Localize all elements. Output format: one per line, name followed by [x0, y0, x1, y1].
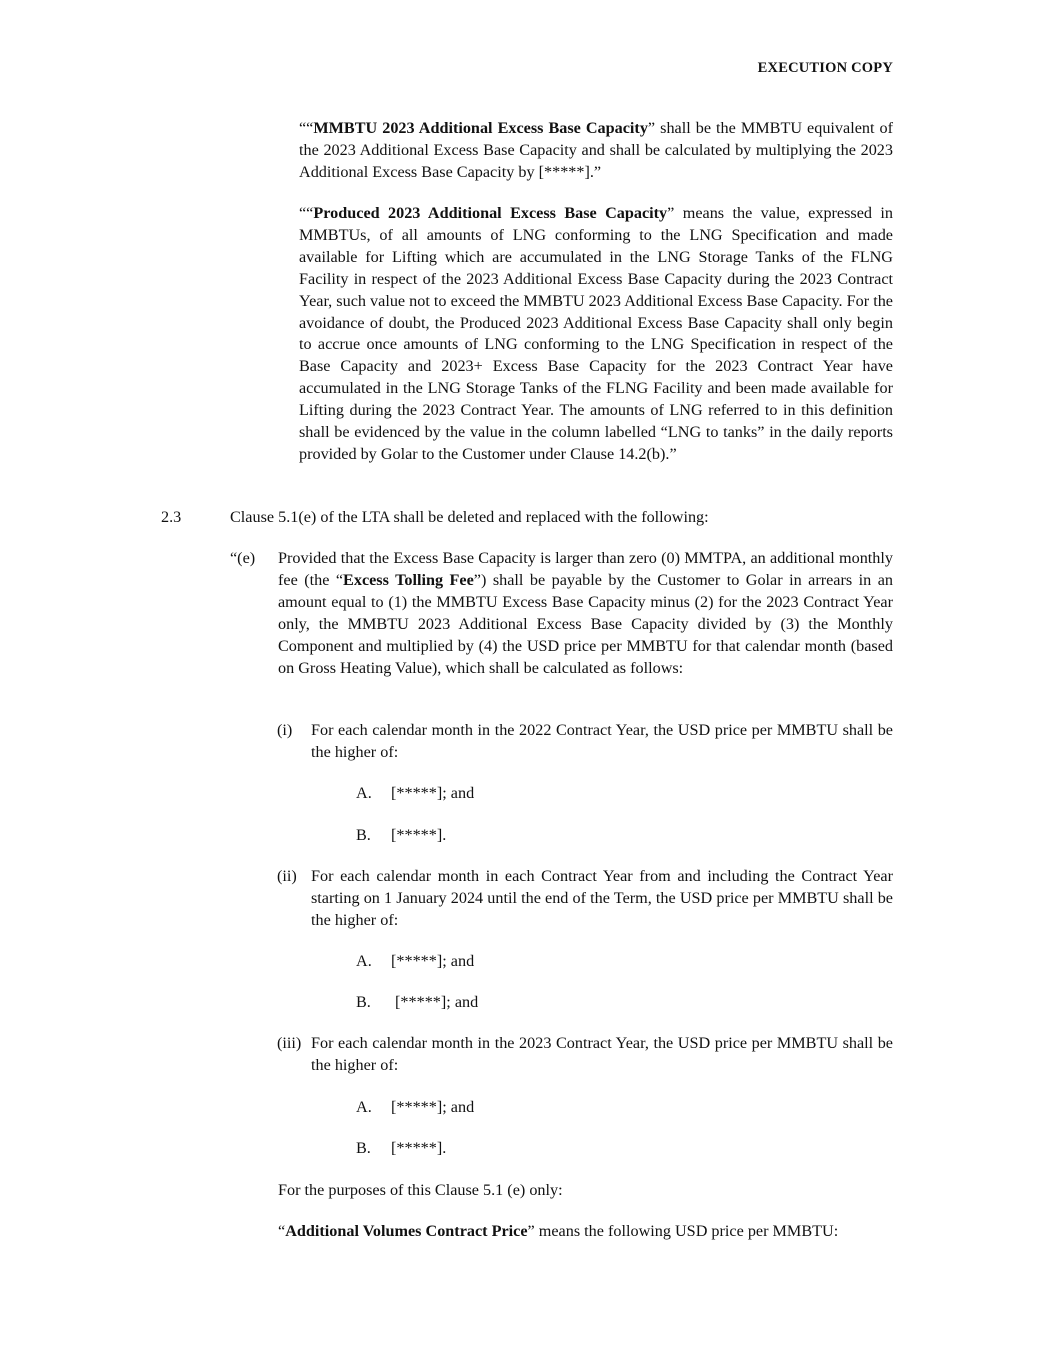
item-ii-label: (ii)	[277, 867, 297, 885]
definition-text: ” shall be the MMBTU equivalent of the 2023 Additional Excess Base Capacity and shall be calculated by multiplying the 2023 Additional Excess Base Capacity by [*****].”	[299, 119, 893, 181]
definition-additional-volumes-contract-price	[278, 1221, 838, 1243]
item-iii-option-b-letter: B.	[356, 1139, 371, 1157]
item-ii-option-b-letter: B.	[356, 993, 371, 1011]
definition-produced-2023-additional-excess-base-capacity	[299, 203, 893, 466]
page-header: EXECUTION COPY	[757, 60, 893, 76]
item-ii-option-a-text: [*****]; and	[391, 952, 475, 970]
item-iii-option-a-text: [*****]; and	[391, 1098, 475, 1116]
item-i-option-b-letter: B.	[356, 826, 371, 844]
item-ii-option-b-text: [*****]; and	[391, 993, 479, 1011]
open-quote: “	[278, 1222, 286, 1240]
defined-term: Produced 2023 Additional Excess Base Capacity	[313, 204, 668, 222]
open-quote: ““	[299, 204, 314, 222]
definition-text: ” means the value, expressed in MMBTUs, of all amounts of LNG conforming to the LNG Specification and made available for Lifting which are accumulated in the LNG Storage Tanks of the FLNG Facility in respect of the 2023 Additional Excess Base Capacity during the 2023 Contract Year, such value not to exceed the MMBTU 2023 Additional Excess Base Capacity. For the avoidance of doubt, the Produced 2023 Additional Excess Base Capacity shall only begin to accrue once amounts of LNG conforming to the LNG Specification in respect of the Base Capacity and 2023+ Excess Base Capacity for the 2023 Contract Year have accumulated in the LNG Storage Tanks of the FLNG Facility and been made available for Lifting during the 2023 Contract Year. The amounts of LNG referred to in this definition shall be evidenced by the value in the column labelled “LNG to tanks” in the daily reports provided by Golar to the Customer under Clause 14.2(b).”	[299, 204, 893, 463]
clause-number: 2.3	[161, 508, 182, 526]
item-i-option-a-text: [*****]; and	[391, 784, 475, 802]
purposes-line: For the purposes of this Clause 5.1 (e) only:	[278, 1181, 563, 1199]
definition-text: ” means the following USD price per MMBTU:	[527, 1222, 839, 1240]
item-i-label: (i)	[277, 721, 293, 739]
open-quote: ““	[299, 119, 314, 137]
item-i-option-a-letter: A.	[356, 784, 372, 802]
subclause-e-text-after: ”) shall be payable by the Customer to Golar in arrears in an amount equal to (1) the MMBTU Excess Base Capacity minus (2) for the 2023 Contract Year only, the MMBTU 2023 Additional Excess Base Capacity divided by (3) the Monthly Component and multiplied by (4) the USD price per MMBTU for that calendar month (based on Gross Heating Value), which shall be calculated as follows:	[278, 570, 893, 677]
defined-term: MMBTU 2023 Additional Excess Base Capacity	[313, 119, 648, 137]
subclause-e-label: “(e)	[230, 549, 256, 567]
item-iii-label: (iii)	[277, 1034, 302, 1052]
item-iii-option-b-text: [*****].	[391, 1139, 447, 1157]
item-i-text: For each calendar month in the 2022 Contract Year, the USD price per MMBTU shall be the higher of:	[311, 721, 893, 761]
item-i-option-b-text: [*****].	[391, 826, 447, 844]
defined-term: Excess Tolling Fee	[343, 570, 474, 589]
subclause-e-text-before: Provided that the Excess Base Capacity is larger than zero (0) MMTPA, an additional monthly fee (the “	[278, 549, 893, 589]
item-ii-option-a-letter: A.	[356, 952, 372, 970]
subclause-e-text	[278, 548, 893, 679]
item-iii-option-a-letter: A.	[356, 1098, 372, 1116]
definition-mmbtu-2023-additional-excess-base-capacity	[299, 118, 893, 184]
item-ii-text: For each calendar month in each Contract Year from and including the Contract Year starting on 1 January 2024 until the end of the Term, the USD price per MMBTU shall be the higher of:	[311, 867, 893, 929]
item-iii-text: For each calendar month in the 2023 Contract Year, the USD price per MMBTU shall be the higher of:	[311, 1034, 893, 1074]
clause-text: Clause 5.1(e) of the LTA shall be deleted and replaced with the following:	[230, 508, 709, 526]
defined-term: Additional Volumes Contract Price	[285, 1222, 528, 1240]
